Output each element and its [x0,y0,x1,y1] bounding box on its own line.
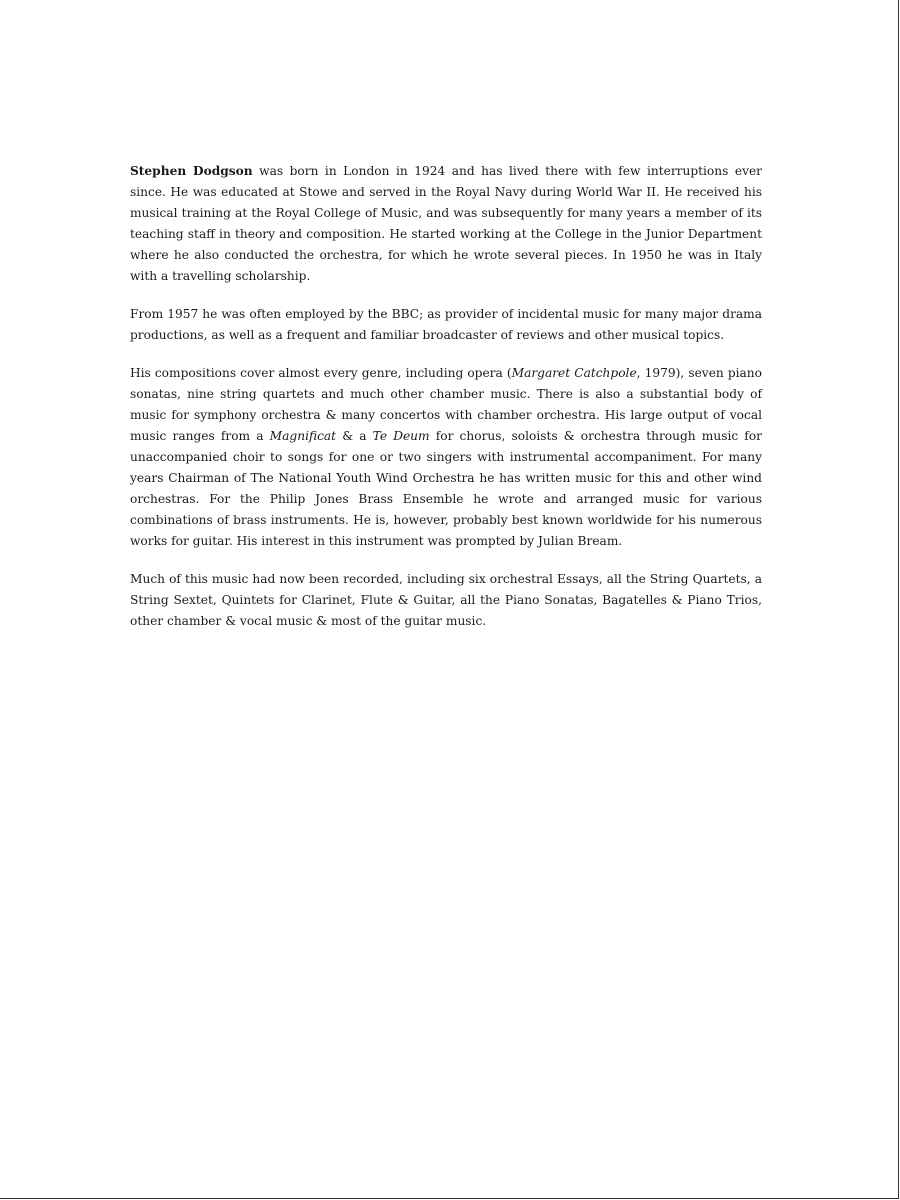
paragraph-bbc: From 1957 he was often employed by the BBC; as provider of incidental music for many major drama productions, as well as a frequent and familiar broadcaster of reviews and other musical topics. [130,307,762,342]
paragraph-biography [130,161,762,287]
document-body [130,161,762,649]
paragraph-recordings: Much of this music had now been recorded, including six orchestral Essays, all the String Quartets, a String Sextet, Quintets for Clarinet, Flute & Guitar, all the Piano Sonatas, Bagatelles & Piano Trios, other chamber & vocal music & most of the guitar music. [130,572,762,628]
subject-name: Stephen Dodgson [130,164,253,178]
paragraph-text: was born in London in 1924 and has lived there with few interruptions ever since. He was educated at Stowe and served in the Royal Navy during World War II. He received his musical training at the Royal College of Music, and was subsequently for many years a member of its teaching staff in theory and composition. He started working at the College in the Junior Department where he also conducted the orchestra, for which he wrote several pieces. In 1950 he was in Italy with a travelling scholarship. [130,164,762,283]
work-title: Margaret Catchpole [511,366,637,380]
work-title: Te Deum [372,429,430,443]
work-title: Magnificat [269,429,337,443]
paragraph-text: for chorus, soloists & orchestra through music for unaccompanied choir to songs for one or two singers with instrumental accompaniment. For many years Chairman of The National Youth Wind Orchestra he has written music for this and other wind orchestras. For the Philip Jones Brass Ensemble he wrote and arranged music for various combinations of brass instruments. He is, however, probably best known worldwide for his numerous works for guitar. His interest in this instrument was prompted by Julian Bream. [130,429,762,548]
paragraph-text: & a [336,429,373,443]
paragraph-text: His compositions cover almost every genre, including opera ( [130,366,512,380]
paragraph-text: , 1979), seven piano sonatas, nine string quartets and much other chamber music. There is also a substantial body of music for symphony orchestra & many concertos with chamber orchestra. His large output of vocal music ranges from a [130,366,762,443]
paragraph-compositions [130,363,762,552]
